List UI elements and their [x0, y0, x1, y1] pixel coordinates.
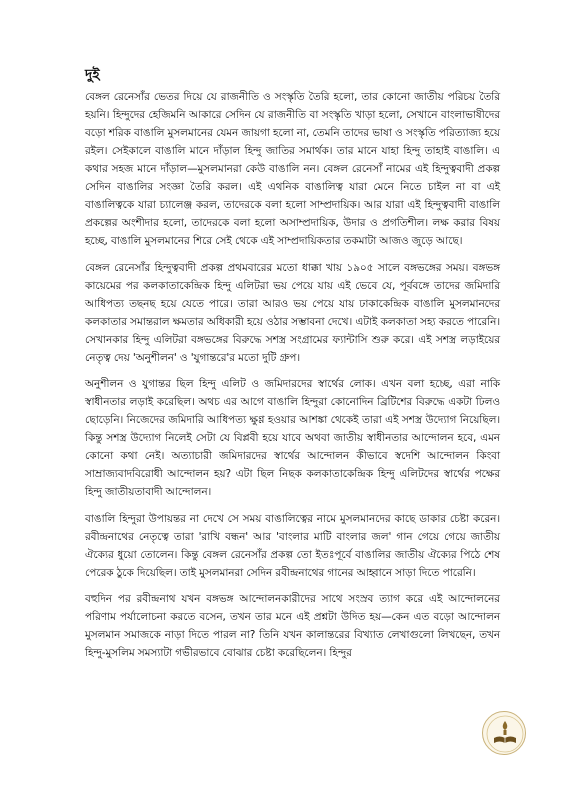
- paragraph-4: বাঙালি হিন্দুরা উপায়ন্তর না দেখে সে সময় বাঙালিত্বের নামে মুসলমানদের কাছে ডাকার চেষ্টা করেন। রবীন্দ্রনাথের নেতৃত্বে তারা 'রাখি বন্ধন' আর 'বাংলার মাটি বাংলার জল' গান গেয়ে গেয়ে জাতীয় ঐক্যের ধুয়ো তোলেন। কিন্তু বেঙ্গল রেনেসাঁর প্রকল্প তো ইতঃপূর্বে বাঙালির জাতীয় ঐক্যের পিঠে শেষ পেরেক ঠুকে দিয়েছিল। তাই মুসলমানরা সেদিন রবীন্দ্রনাথের গানের আহ্বানে সাড়া দিতে পারেনি।: [85, 512, 500, 579]
- chapter-heading: দুই: [85, 67, 100, 83]
- book-lamp-emblem-icon: [482, 711, 526, 755]
- paragraph-1: বেঙ্গল রেনেসাঁর ভেতর দিয়ে যে রাজনীতি ও সংস্কৃতি তৈরি হলো, তার কোনো জাতীয় পরিচয় তৈরি হয়নি। হিন্দুদের হেজিমনি আকারে সেদিন যে রাজনীতি বা সংস্কৃতি খাড়া হলো, সেখানে বাংলাভাষীদের বড়ো শরিক বাঙালি মুসলমানের যেমন জায়গা হলো না, তেমনি তাদের ভাষা ও সংস্কৃতি পরিত্যাজ্য হয়ে রইল। সেইকালে বাঙালি মানে দাঁড়াল হিন্দু জাতির সমার্থক। তার মানে যাহা হিন্দু তাহাই বাঙালি। এ কথার সহজ মানে দাঁড়াল—মুসলমানরা কেউ বাঙালি নন। বেঙ্গল রেনেসাঁ নামের এই হিন্দুত্ববাদী প্রকল্প সেদিন বাঙালির সংজ্ঞা তৈরি করল। এই এথনিক বাঙালিত্ব যারা মেনে নিতে চাইল না বা এই বাঙালিত্বকে যারা চ্যালেঞ্জ করল, তাদেরকে বলা হলো সাম্প্রদায়িক। আর যারা এই হিন্দুত্ববাদী বাঙালি প্রকল্পের অংশীদার হলো, তাদেরকে বলা হলো অসাম্প্রদায়িক, উদার ও প্রগতিশীল। লক্ষ করার বিষয় হচ্ছে, বাঙালি মুসলমানের শিরে সেই থেকে এই সাম্প্রদায়িকতার তকমাটা আজও জুড়ে আছে।: [85, 91, 500, 247]
- body-text: [85, 88, 500, 671]
- paragraph-5: বহুদিন পর রবীন্দ্রনাথ যখন বঙ্গভঙ্গ আন্দোলনকারীদের সাথে সংস্রব ত্যাগ করে এই আন্দোলনের পরিণাম পর্যালোচনা করতে বসেন, তখন তার মনে এই প্রশ্নটা উদিত হয়—কেন এত বড়ো আন্দোলন মুসলমান সমাজকে নাড়া দিতে পারল না? তিনি যখন কালান্তরের বিখ্যাত লেখাগুলো লিখছেন, তখন হিন্দু-মুসলিম সমস্যাটা গভীরভাবে বোঝার চেষ্টা করেছিলেন। হিন্দুর: [85, 593, 500, 659]
- paragraph-3: অনুশীলন ও যুগান্তর ছিল হিন্দু এলিট ও জমিদারদের স্বার্থের লোক। এখন বলা হচ্ছে, এরা নাকি স্বাধীনতার লড়াই করেছিল। অথচ এর আগে বাঙালি হিন্দুরা কোনোদিন ব্রিটিশের বিরুদ্ধে একটা ঢিলও ছোড়েনি। নিজেদের জমিদারি আধিপত্য ক্ষুণ্ণ হওয়ার আশঙ্কা থেকেই তারা এই সশস্ত্র উদ্যোগ নিয়েছিল। কিন্তু সশস্ত্র উদ্যোগ নিলেই সেটা যে বিপ্লবী হয়ে যাবে অথবা জাতীয় স্বাধীনতার আন্দোলন হবে, এমন কোনো কথা নেই। অত্যাচারী জমিদারদের স্বার্থের আন্দোলন কীভাবে স্বদেশি আন্দোলন কিংবা সাম্রাজ্যবাদবিরোধী আন্দোলন হয়? এটা ছিল নিছক কলকাতাকেন্দ্রিক হিন্দু এলিটদের স্বার্থের পক্ষের হিন্দু জাতীয়তাবাদী আন্দোলন।: [85, 378, 500, 498]
- paragraph-2: বেঙ্গল রেনেসাঁর হিন্দুত্ববাদী প্রকল্প প্রথমবারের মতো ধাক্কা খায় ১৯০৫ সালে বঙ্গভঙ্গের সময়। বঙ্গভঙ্গ কায়েমের পর কলকাতাকেন্দ্রিক হিন্দু এলিটরা ভয় পেয়ে যায় এই ভেবে যে, পূর্ববঙ্গে তাদের জমিদারি আধিপত্য তছনছ হয়ে যেতে পারে। তারা আরও ভয় পেয়ে যায় ঢাকাকেন্দ্রিক বাঙালি মুসলমানদের কলকাতার সমান্তরাল ক্ষমতার অধিকারী হয়ে ওঠার সম্ভাবনা দেখে। এটাই কলকাতা সহ্য করতে পারেনি। সেখানকার হিন্দু এলিটরা বঙ্গভঙ্গের বিরুদ্ধে সশস্ত্র সংগ্রামের ফ্যান্টাসি শুরু করে। এই সশস্ত্র লড়াইয়ের নেতৃত্ব দেয় 'অনুশীলন' ও 'যুগান্তরে'র মতো দুটি গ্রুপ।: [85, 261, 500, 364]
